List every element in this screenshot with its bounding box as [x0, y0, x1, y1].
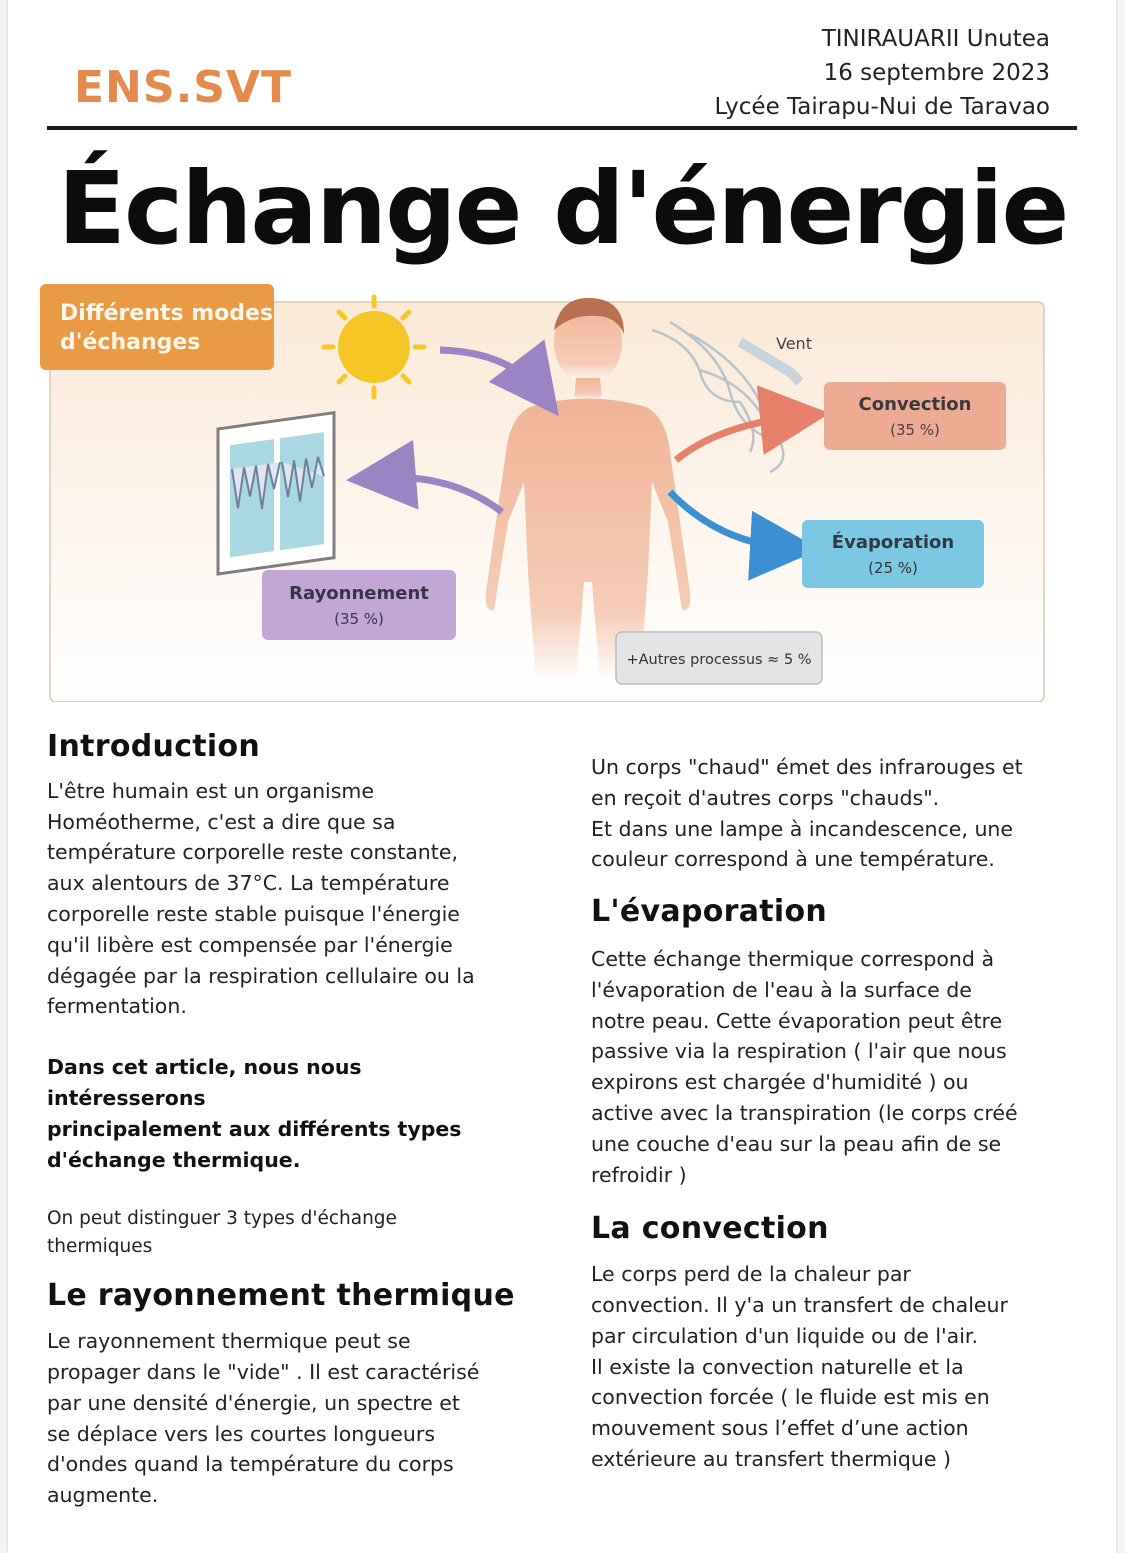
convection-body: Le corps perd de la chaleur par convection. Il y'a un transfert de chaleur par circulation d'un liquide ou de l'air. Il existe la convection naturelle et la convection forcée ( le fluide est mis en mouvement sous l’effet d’une action extérieure au transfert thermique ) — [591, 1262, 1008, 1471]
convection-heading: La convection — [591, 1211, 829, 1247]
intro-bold-statement: Dans cet article, nous nous intéresserons principalement aux différents types d'échange thermique. — [47, 1055, 462, 1172]
intro-heading: Introduction — [47, 729, 261, 764]
modes-tag — [40, 284, 274, 370]
modes-tag-line2: d'échanges — [60, 330, 201, 355]
intro-note: On peut distinguer 3 types d'échange thermiques — [47, 1208, 397, 1258]
rayonnement-heading: Le rayonnement thermique — [47, 1278, 515, 1314]
header-divider — [47, 126, 1077, 130]
page-title: Échange d'énergie — [57, 150, 1068, 267]
evaporation-value: (25 %) — [868, 559, 918, 577]
window-icon — [218, 413, 334, 574]
autres-label: +Autres processus ≈ 5 % — [626, 652, 812, 668]
rayonnement-continued: Un corps "chaud" émet des infrarouges et en reçoit d'autres corps "chauds". Et dans une lampe à incandescence, une couleur correspond à une température. — [591, 755, 1023, 872]
convection-label: Convection — [858, 394, 972, 415]
wind-label: Vent — [776, 334, 812, 353]
school-name: Lycée Tairapu-Nui de Taravao — [714, 94, 1050, 120]
brand-logo: ENS.SVT — [74, 62, 293, 113]
energy-exchange-figure — [40, 282, 1046, 702]
publication-date: 16 septembre 2023 — [823, 60, 1050, 86]
convection-value: (35 %) — [890, 421, 940, 439]
intro-body: L'être humain est un organisme Homéotherme, c'est a dire que sa température corporelle reste constante, aux alentours de 37°C. La température corporelle reste stable puisque l'énergie qu'il libère est compensée par l'énergie dégagée par la respiration cellulaire ou la fermentation. — [47, 778, 475, 1019]
rayonnement-label: Rayonnement — [289, 583, 429, 604]
evaporation-label: Évaporation — [831, 532, 955, 553]
autres-box — [616, 632, 822, 684]
header-meta — [714, 22, 1050, 124]
author-name: TINIRAUARII Unutea — [821, 26, 1050, 52]
left-column — [47, 729, 525, 1511]
evaporation-body: Cette échange thermique correspond à l'évaporation de l'eau à la surface de notre peau. Cette évaporation peut être passive via la respiration ( l'air que nous expirons est chargée d'humidité ) ou active avec la transpiration (le corps créé une couche d'eau sur la peau afin de se refroidir ) — [591, 946, 1018, 1187]
rayonnement-box — [262, 570, 456, 640]
rayonnement-value: (35 %) — [334, 610, 384, 628]
evaporation-box — [802, 520, 984, 588]
rayonnement-body: Le rayonnement thermique peut se propager dans le "vide" . Il est caractérisé par une densité d'énergie, un spectre et se déplace vers les courtes longueurs d'ondes quand la température du corps augmente. — [47, 1329, 480, 1508]
sun-icon — [324, 297, 424, 397]
convection-box — [824, 382, 1006, 450]
right-column — [591, 752, 1071, 1475]
modes-tag-line1: Différents modes — [60, 301, 274, 326]
evaporation-heading: L'évaporation — [591, 894, 828, 930]
